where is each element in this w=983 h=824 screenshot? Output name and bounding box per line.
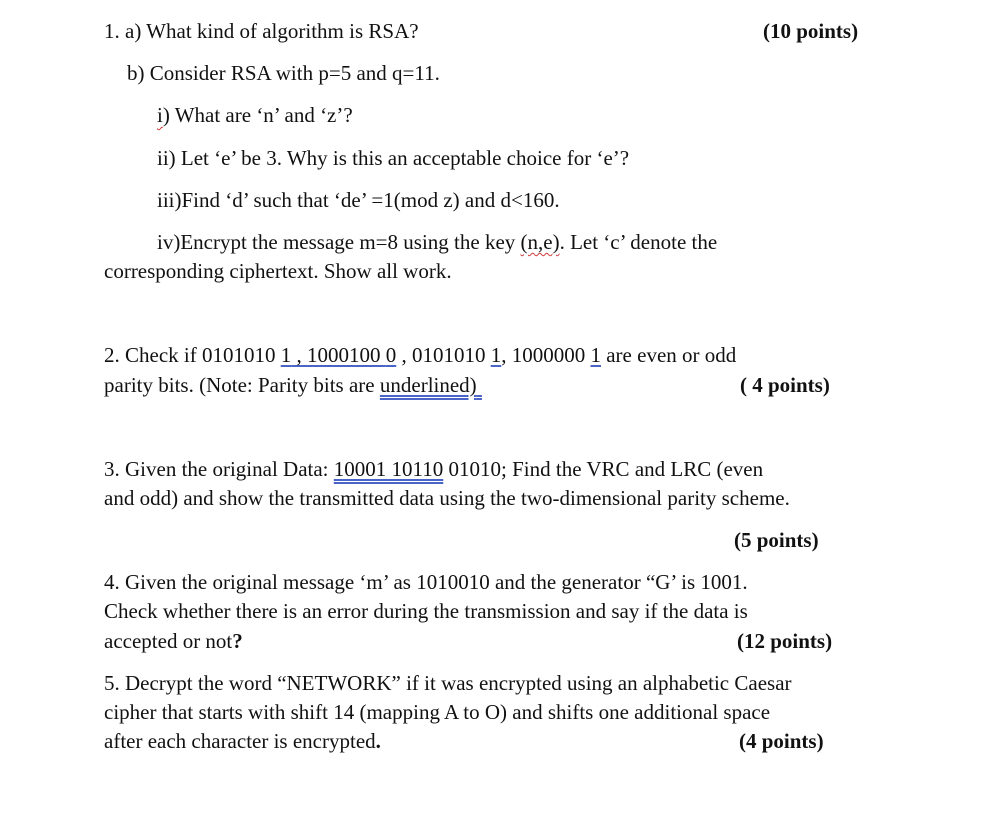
- q3-line1: [104, 456, 763, 482]
- q1-iii-text: iii)Find ‘d’ such that ‘de’ =1(mod z) and d<160.: [157, 188, 560, 212]
- q1a-text: 1. a) What kind of algorithm is RSA?: [104, 19, 419, 43]
- q5-line3: [104, 728, 381, 754]
- q5-line1: 5. Decrypt the word “NETWORK” if it was encrypted using an alphabetic Caesar: [104, 671, 792, 695]
- q3-underlined-data: 10001 10110: [333, 457, 444, 481]
- q1b-text: b) Consider RSA with p=5 and q=11.: [127, 61, 440, 85]
- q2-parity-bit-1: [281, 343, 386, 367]
- q2-part3: , 0101010: [396, 343, 491, 367]
- q2-part1: 2. Check if 0101010: [104, 343, 281, 367]
- q1-iv-key: (n,e): [520, 230, 560, 254]
- q4-line1: 4. Given the original message ‘m’ as 1010010 and the generator “G’ is 1001.: [104, 570, 748, 594]
- q3-post: 01010; Find the VRC and LRC (even: [443, 457, 764, 481]
- q1-iv-continuation: corresponding ciphertext. Show all work.: [104, 259, 452, 283]
- q1-ii-text: ii) Let ‘e’ be 3. Why is this an acceptable choice for ‘e’?: [157, 146, 630, 170]
- q1-iv-pre: iv)Encrypt the message m=8 using the key: [157, 230, 521, 254]
- q3-pre: 3. Given the original Data:: [104, 457, 334, 481]
- q3-line2: and odd) and show the transmitted data using the two-dimensional parity scheme.: [104, 486, 790, 510]
- q2-line1: [104, 342, 736, 368]
- q5-points: (4 points): [739, 729, 824, 753]
- q2-points: ( 4 points): [740, 373, 830, 397]
- q2-comma1: , 1000100: [291, 343, 386, 367]
- q4-line3: [104, 628, 243, 654]
- q4-line2: Check whether there is an error during the transmission and say if the data is: [104, 599, 748, 623]
- q2-line2: [104, 372, 495, 398]
- q2-trailing-underline: [477, 372, 495, 398]
- q5-period: .: [375, 729, 381, 753]
- q2-parity-bit-4: 1: [590, 343, 601, 367]
- q2-underlined-word: underlined): [379, 373, 477, 397]
- q2-line2-pre: parity bits. (Note: Parity bits are: [104, 373, 380, 397]
- q1-iv-text: [157, 229, 717, 255]
- q2-parity-bit-2: 0: [385, 343, 397, 367]
- q3-points: (5 points): [734, 528, 819, 552]
- q2-part5: are even or odd: [600, 343, 737, 367]
- q2-bit1: 1: [280, 343, 292, 367]
- q4-points: (12 points): [737, 629, 833, 653]
- q1-iv-post: . Let ‘c’ denote the: [559, 230, 718, 254]
- q2-part4: , 1000000: [501, 343, 591, 367]
- q1-points: (10 points): [763, 19, 859, 43]
- q1-i-marker: i: [157, 103, 163, 127]
- q5-line3-pre: after each character is encrypted: [104, 729, 376, 753]
- q1-i-body: ) What are ‘n’ and ‘z’?: [162, 103, 353, 127]
- q4-line3-pre: accepted or not: [104, 629, 233, 653]
- q4-question-mark: ?: [232, 629, 243, 653]
- q2-parity-bit-3: 1: [490, 343, 502, 367]
- q1-i-text: [157, 102, 353, 128]
- q5-line2: cipher that starts with shift 14 (mapping A to O) and shifts one additional space: [104, 700, 771, 724]
